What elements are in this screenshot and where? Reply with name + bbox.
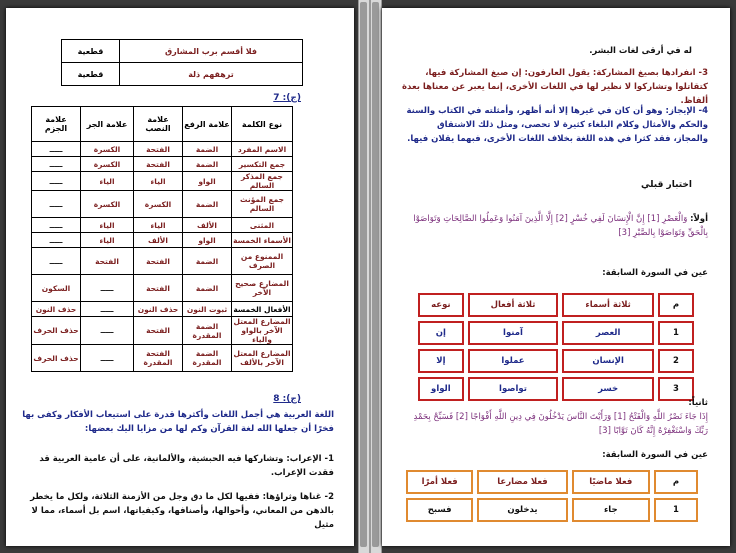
table-cell: الاسم المفرد: [232, 142, 293, 157]
table-cell: المضارع المعتل الآخر بالواو والياء: [233, 317, 291, 344]
table-cell: الكسرة: [134, 191, 183, 218]
point-1-paragraph: 1- الإعراب: وتشاركها فيه الحبشية، والألمانية، على أن عامية العربية قد فقدت الإعراب.: [39, 454, 334, 478]
table-cell: الممنوع من الصرف: [232, 248, 293, 275]
table-cell: الياء: [134, 218, 183, 233]
column-header: علامة الجزم: [32, 107, 81, 142]
table-cell: الضمة: [183, 157, 232, 172]
column-header: فعلا ماضيًا: [572, 470, 650, 494]
table-cell: الضمة المقدرة: [183, 345, 232, 372]
phrases-table: [61, 39, 303, 86]
point-3-paragraph: 3- انفرادها بصيغ المشاركة: يقول العارفون: إن صيغ المشاركة فيها، كتقاتلوا وتشاركوا لا نظير لها في اللغات الأخرى، إنما يعبر عن معناها بعدة ألفاظ.: [402, 68, 708, 106]
table-header-row: [32, 107, 293, 142]
table-cell: الضمة: [183, 275, 232, 302]
phrase-label: قطعية: [62, 40, 120, 63]
table-row: [32, 317, 293, 345]
table-cell: الياء: [81, 218, 134, 233]
phrase-text: فلا أقسم برب المشارق: [120, 40, 303, 63]
table-cell: الفتحة: [134, 142, 183, 157]
column-header: ثلاثة أسماء: [562, 293, 654, 317]
table-cell: الفتحة: [81, 248, 134, 275]
table-cell: آمنوا: [468, 321, 559, 345]
column-header: م: [658, 293, 694, 317]
table-cell: 1: [658, 321, 694, 345]
table-cell: الفتحة المقدرة: [134, 345, 183, 372]
verse-1: [402, 212, 708, 240]
column-header: م: [654, 470, 698, 494]
table-cell: الفتحة: [134, 275, 183, 302]
table-cell: حذف الحرف: [32, 345, 81, 372]
table-row: [32, 191, 293, 218]
column-header: علامة النصب: [134, 107, 183, 142]
table-cell: ثبوت النون: [183, 302, 232, 317]
table-cell: ـــــ: [32, 191, 81, 218]
table-cell: إن: [418, 321, 464, 345]
right-page-scrollbar[interactable]: [370, 0, 382, 553]
table-row: [32, 233, 293, 248]
table-row: [32, 345, 293, 372]
top-line: له في أرقى لغات البشر.: [589, 46, 692, 56]
table-cell: 3: [658, 377, 694, 401]
first-label: أولاً:: [690, 214, 708, 224]
table-cell: ـــــ: [32, 157, 81, 172]
table-row: [32, 142, 293, 157]
table-cell: الضمة: [183, 248, 232, 275]
table-cell: الألف: [134, 233, 183, 248]
table-cell: المثنى: [232, 218, 293, 233]
table-cell: حذف الحرف: [32, 317, 81, 345]
table-row: [418, 321, 694, 345]
table-cell: خسر: [562, 377, 654, 401]
table-cell: جمع المؤنث السالم: [232, 191, 293, 218]
table-row: [418, 349, 694, 373]
table-cell: جمع التكسير: [232, 157, 293, 172]
table-cell: 2: [658, 349, 694, 373]
table-cell: الياء: [81, 233, 134, 248]
table-cell: الفتحة: [134, 248, 183, 275]
question-7-label: (ج): 7: [273, 93, 301, 103]
table-cell: المضارع المعتل الآخر بالألف: [232, 345, 293, 372]
table-cell: إلا: [418, 349, 464, 373]
table-cell: الكسرة: [81, 142, 134, 157]
table-cell: ـــــ: [81, 275, 134, 302]
scroll-thumb[interactable]: [372, 2, 379, 547]
right-page: [382, 8, 730, 546]
table-row: [62, 40, 303, 63]
point-2-paragraph: 2- غناها وثراؤها: ففيها لكل ما دق وجل من الأزمنة الثلاثة، ولكل ما يخطر بالذهن من المعاني، وأحوالها، وأصنافها، وكيفياتها، اسم بل أسماء، مما لا مثيل: [30, 492, 334, 530]
table-cell: الواو: [183, 172, 232, 191]
phrase-text: ترهقهم ذلة: [120, 63, 303, 86]
table-cell: الضمة المقدرة: [183, 317, 232, 345]
second-label: ثانياً:: [688, 398, 708, 408]
table-cell: ـــــ: [81, 345, 134, 372]
table-cell: الكسرة: [81, 157, 134, 172]
table-cell: ـــــ: [32, 233, 81, 248]
column-header: ثلاثة أفعال: [468, 293, 559, 317]
table-cell: فسبح: [406, 498, 473, 522]
left-page-scrollbar[interactable]: [358, 0, 370, 553]
column-header: علامة الرفع: [183, 107, 232, 142]
scroll-thumb[interactable]: [360, 2, 367, 547]
table-cell: الواو: [183, 233, 232, 248]
table-row: [62, 63, 303, 86]
column-header: نوع الكلمة: [232, 107, 293, 142]
verse-1-text: وَالْعَصْرِ [1] إِنَّ الْإِنسَانَ لَفِي خُسْرٍ [2] إِلَّا الَّذِينَ آمَنُوا وَعَمِلُوا الصَّالِحَاتِ وَتَوَاصَوْا بِالْحَقِّ وَتَوَاصَوْا بِالصَّبْرِ [3]: [413, 214, 708, 238]
table-cell: جمع المذكر السالم: [232, 172, 293, 191]
table-cell: ـــــ: [32, 172, 81, 191]
table-row: [406, 498, 698, 522]
grammar-table: [31, 106, 293, 372]
table-cell: الأفعال الخمسة: [232, 302, 293, 317]
table-cell: ـــــ: [32, 248, 81, 275]
table-cell: يدخلون: [477, 498, 567, 522]
table-row: [32, 275, 293, 302]
table-row: [32, 248, 293, 275]
phrase-label: قطعية: [62, 63, 120, 86]
table-cell: العصر: [562, 321, 654, 345]
table-cell: الألف: [183, 218, 232, 233]
question-8-label: (ج): 8: [273, 394, 301, 404]
table-cell: الضمة: [183, 142, 232, 157]
table-cell: الياء: [81, 172, 134, 191]
table-cell: الإنسان: [562, 349, 654, 373]
table-row: [32, 302, 293, 317]
table-cell: الضمة: [183, 191, 232, 218]
find-label-2: عين في السورة السابقة:: [602, 450, 708, 460]
table-cell: المضارع صحيح الآخر: [232, 275, 293, 302]
table-cell: الياء: [134, 172, 183, 191]
table-cell: الكسرة: [81, 191, 134, 218]
table-cell: السكون: [32, 275, 81, 302]
find-label-1: عين في السورة السابقة:: [602, 268, 708, 278]
table-cell: حذف النون: [32, 302, 81, 317]
column-header: فعلا مضارعا: [477, 470, 567, 494]
table-row: [32, 218, 293, 233]
table-cell: الفتحة: [134, 157, 183, 172]
table-row: [418, 377, 694, 401]
column-header: نوعه: [418, 293, 464, 317]
table-cell: ـــــ: [32, 142, 81, 157]
table-cell: حذف النون: [134, 302, 183, 317]
table-cell: الواو: [418, 377, 464, 401]
table-cell: ـــــ: [32, 218, 81, 233]
pretest-table-1: [414, 289, 698, 405]
table-cell: ـــــ: [81, 302, 134, 317]
intro-paragraph: اللغة العربية هي أجمل اللغات وأكثرها قدرة على استيعاب الأفكار وكفى بها فخرًا أن جعلها الله لغة القرآن وكم لها من مزايا اليك بعضها:: [22, 410, 334, 434]
pretest-title: اختبار قبلي: [641, 180, 692, 190]
point-4-paragraph: 4- الإيجاز: وهو أن كان في غيرها إلا أنه أظهر، وأمثلته في الكتاب والسنة والحكم والأمثال وكلام البلغاء كثيرة لا تحصى، ومثل ذلك الاشتقاق والمجاز، فقد كثرا في هذه اللغة بخلاف اللغات الأخرى، فبهما يقلان فيها.: [406, 106, 708, 144]
table-cell: 1: [654, 498, 698, 522]
pretest-table-2: [402, 466, 702, 526]
left-page: [6, 8, 354, 546]
table-header-row: [418, 293, 694, 317]
table-cell: تواصوا: [468, 377, 559, 401]
verse-2-text: إِذَا جَاءَ نَصْرُ اللَّهِ وَالْفَتْحُ [1] وَرَأَيْتَ النَّاسَ يَدْخُلُونَ فِي دِينِ اللَّهِ أَفْوَاجًا [2] فَسَبِّحْ بِحَمْدِ رَبِّكَ وَاسْتَغْفِرْهُ إِنَّهُ كَانَ تَوَّابًا [3]: [413, 412, 708, 436]
table-row: [32, 157, 293, 172]
column-header: علامة الجر: [81, 107, 134, 142]
table-row: [32, 172, 293, 191]
table-cell: الأسماء الخمسة: [232, 233, 293, 248]
table-cell: الفتحة: [134, 317, 183, 345]
table-cell: ـــــ: [81, 317, 134, 345]
table-cell: جاء: [572, 498, 650, 522]
column-header: فعلا أمرًا: [406, 470, 473, 494]
table-header-row: [406, 470, 698, 494]
table-cell: عملوا: [468, 349, 559, 373]
